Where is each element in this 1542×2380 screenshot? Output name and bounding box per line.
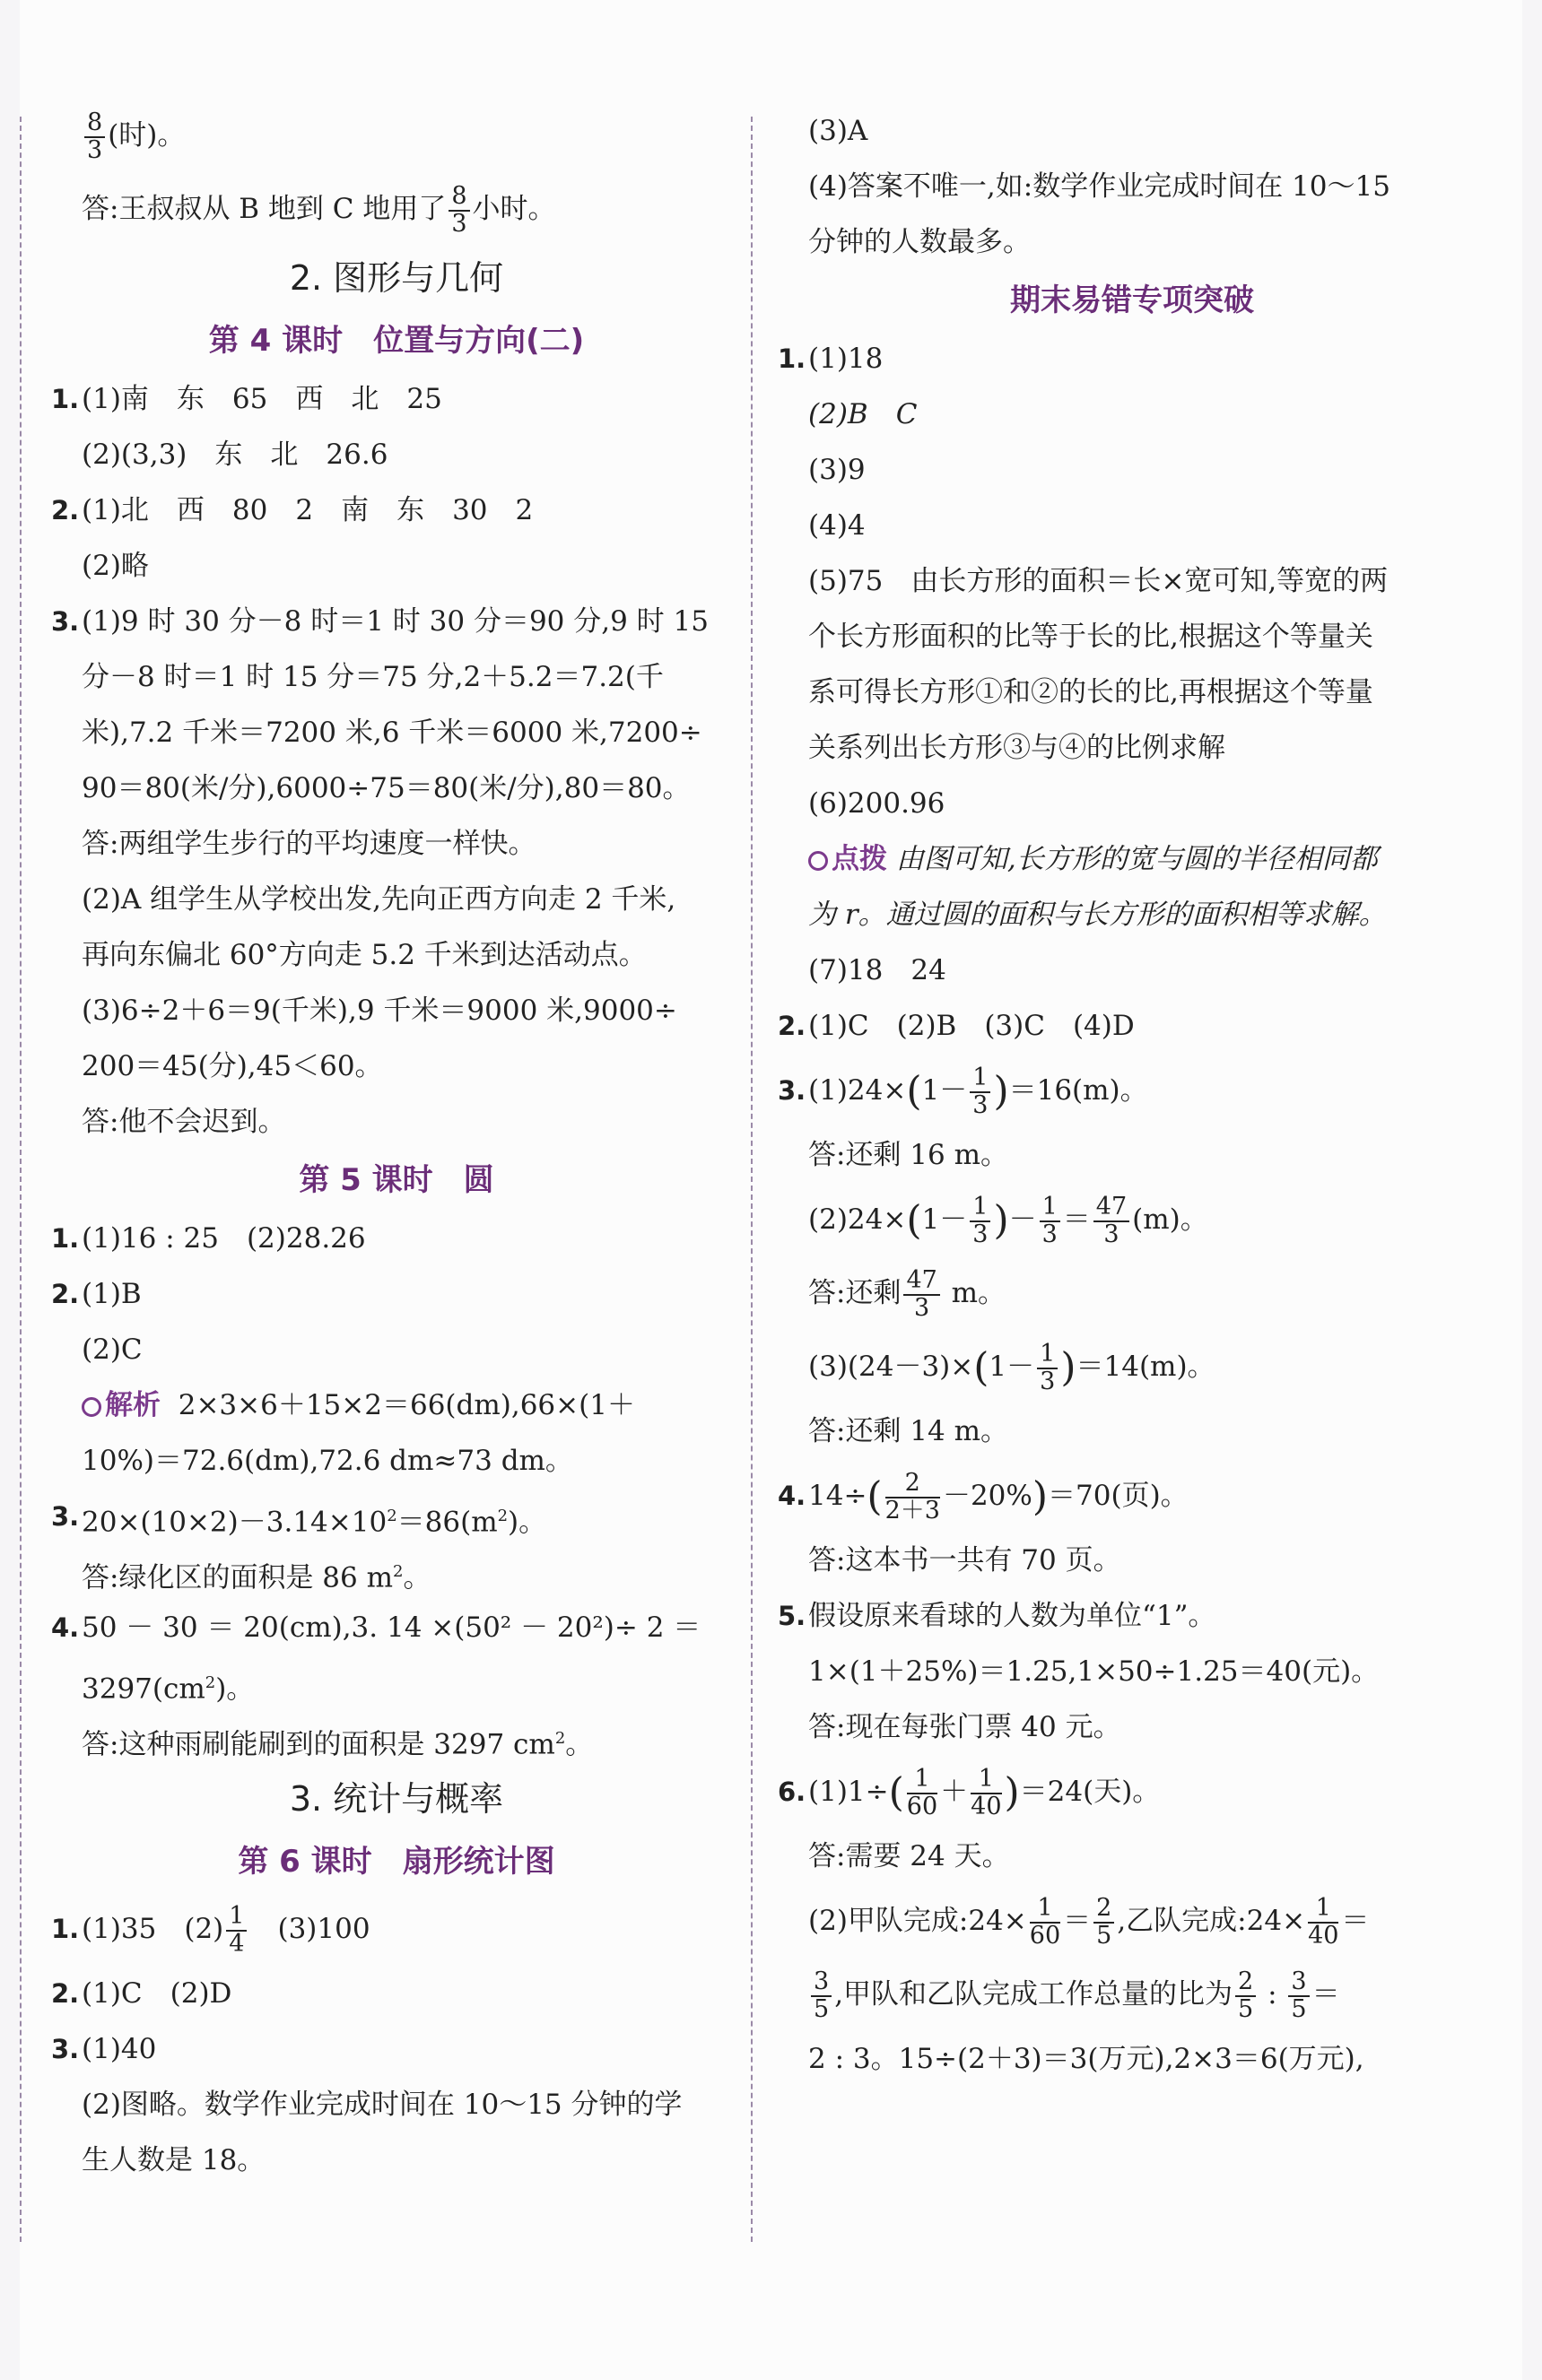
question-line: 90＝80(米/分),6000÷75＝80(米/分),80＝80。 [82, 772, 691, 804]
page [20, 0, 1522, 2380]
fraction: $\frac{3}{5}$ [811, 1969, 832, 2022]
question-line: 3. (1)9 时 30 分－8 时＝1 时 30 分＝90 分,9 时 15 [51, 605, 709, 638]
question-line: 1×(1＋25%)＝1.25,1×50÷1.25＝40(元)。 [808, 1655, 1380, 1688]
question-line: 生人数是 18。 [82, 2144, 266, 2176]
analysis-line: 10%)＝72.6(dm),72.6 dm≈73 dm。 [82, 1445, 573, 1477]
fraction: $\frac{1}{40}$ [1308, 1894, 1339, 1950]
question-line: (7)18 24 [808, 954, 946, 986]
question-line: $3297(cm^2)$。 [82, 1672, 255, 1706]
fraction: $\frac{1}{3}$ [1037, 1342, 1058, 1394]
question-line: 再向东偏北 60°方向走 5.2 千米到达活动点。 [82, 939, 647, 971]
question-line: (2)B C [808, 398, 918, 430]
lesson-heading: 第 5 课时 圆 [299, 1162, 494, 1198]
question-line: 2. (1)B [51, 1278, 142, 1310]
column-divider [751, 117, 753, 2242]
question-line: 2 : 3。15÷(2＋3)＝3(万元),2×3＝6(万元), [808, 2043, 1364, 2075]
fraction: $\frac{2}{5}$ [1093, 1896, 1114, 1949]
answer-line: (3)A [808, 115, 868, 147]
question-line: 答:还剩 14 m。 [808, 1415, 1008, 1447]
question-line: (2)略 [82, 550, 149, 582]
question-line: 答:绿化区的面积是 86 $m^2$。 [82, 1561, 431, 1594]
left-margin-line [20, 117, 22, 2242]
question-line: 答:还剩 $\frac{47}{3}$ m。 [808, 1266, 1006, 1322]
question-line: (2)A 组学生从学校出发,先向正西方向走 2 千米, [82, 883, 676, 916]
analysis-line: 解析 2×3×6＋15×2＝66(dm),66×(1＋ [51, 1377, 742, 1433]
left-column [51, 109, 742, 2188]
fraction: $\frac{1}{60}$ [1029, 1894, 1061, 1950]
fraction: $\frac{47}{3}$ [903, 1268, 939, 1321]
lesson-heading: 第 6 课时 扇形统计图 [238, 1844, 555, 1880]
fraction: $\frac{47}{3}$ [1093, 1194, 1129, 1247]
question-line: 系可得长方形①和②的长的比,再根据这个等量 [808, 676, 1373, 708]
fraction: $\frac{3}{5}$ [1288, 1969, 1309, 2022]
question-line: 答:还剩 16 m。 [808, 1139, 1008, 1171]
question-line: (3)(24－3)×(1－ $\frac{1}{3}$ )＝14(m)。 [808, 1340, 1215, 1395]
hint-line: 点拨 由图可知,长方形的宽与圆的半径相同都 [778, 831, 1486, 887]
fraction: $\frac{2}{5}$ [1235, 1969, 1256, 2022]
question-line: 4. 14÷( $\frac{2}{2+3}$ －20%)＝70(页)。 [778, 1469, 1189, 1524]
question-line: 1. (1)南 东 65 西 北 25 [51, 383, 442, 415]
question-line: 5. 假设原来看球的人数为单位“1”。 [778, 1600, 1216, 1632]
answer-line: 答:王叔叔从 B 地到 C 地用了 $\frac{8}{3}$ 小时。 [82, 182, 556, 238]
question-line: 个长方形面积的比等于长的比,根据这个等量关 [808, 621, 1373, 653]
question-line: 关系列出长方形③与④的比例求解 [808, 732, 1225, 764]
question-line: 1. (1)18 [778, 343, 884, 375]
question-line: 6. (1)1÷( $\frac{1}{60}$ ＋ $\frac{1}{40}$ )＝24(天)。 [778, 1765, 1161, 1820]
fraction: $\frac{1}{4}$ [226, 1904, 247, 1957]
question-line: 4. 50 － 30 ＝ 20(cm),3. 14 ×(50² － 20²)÷ 2 ＝ [51, 1611, 701, 1644]
section-heading: 2. 图形与几何 [289, 258, 504, 298]
question-line: (2)24×(1－ $\frac{1}{3}$ )－ $\frac{1}{3}$ ＝ $\frac{47}{3}$ (m)。 [808, 1193, 1208, 1248]
fraction: $\frac{1}{3}$ [970, 1065, 990, 1118]
hint-icon [808, 851, 828, 871]
question-line: 1. (1)35 (2) $\frac{1}{4}$ (3)100 [51, 1902, 370, 1958]
fraction: $\frac{1}{40}$ [971, 1765, 1002, 1820]
question-line: 3. (1)40 [51, 2033, 157, 2065]
question-line: (5)75 由长方形的面积＝长×宽可知,等宽的两 [808, 565, 1389, 597]
question-line: 答:现在每张门票 40 元。 [808, 1711, 1121, 1743]
fraction: $\frac{8}{3}$ [84, 110, 105, 163]
right-column [778, 103, 1486, 2087]
question-line: 2. (1)C (2)D [51, 1977, 232, 2010]
answer-line: (4)答案不唯一,如:数学作业完成时间在 10～15 [808, 170, 1390, 203]
question-line: 答:这本书一共有 70 页。 [808, 1544, 1121, 1577]
question-line: 1. (1)16 : 25 (2)28.26 [51, 1222, 366, 1255]
question-line: (2)甲队完成:24× $\frac{1}{60}$ ＝ $\frac{2}{5}$ ,乙队完成:24× $\frac{1}{40}$ ＝ [808, 1894, 1370, 1950]
fraction: $\frac{8}{3}$ [449, 184, 469, 237]
question-line: (2)图略。数学作业完成时间在 10～15 分钟的学 [82, 2089, 683, 2121]
question-line: (2)C [82, 1333, 143, 1366]
question-line: 3. $20\times(10\times 2)-3.14\times 10^2=86(m^2)$。 [51, 1501, 547, 1539]
question-line: 3. (1)24×(1－ $\frac{1}{3}$ )＝16(m)。 [778, 1064, 1148, 1119]
section-heading: 3. 统计与概率 [289, 1779, 504, 1819]
question-line: 答:他不会迟到。 [82, 1106, 286, 1138]
question-line: 米),7.2 千米＝7200 米,6 千米＝6000 米,7200÷ [82, 717, 702, 749]
question-line: (2)(3,3) 东 北 26.6 [82, 439, 388, 471]
question-line: $\frac{3}{5}$ ,甲队和乙队完成工作总量的比为 $\frac{2}{5}$ : $\frac{3}{5}$ ＝ [778, 1958, 1486, 2031]
section-heading: 期末易错专项突破 [1010, 282, 1254, 318]
hint-line: 为 r。通过圆的面积与长方形的面积相等求解。 [808, 899, 1387, 931]
question-line: 答:需要 24 天。 [808, 1840, 1010, 1872]
question-line: 答:两组学生步行的平均速度一样快。 [82, 828, 536, 860]
answer-line: 分钟的人数最多。 [808, 226, 1031, 258]
question-line: 分－8 时＝1 时 15 分＝75 分,2＋5.2＝7.2(千 [82, 661, 664, 693]
fraction: $\frac{1}{3}$ [1040, 1194, 1060, 1247]
question-line: 2. (1)北 西 80 2 南 东 30 2 [51, 494, 534, 526]
question-line: (3)9 [808, 454, 866, 486]
question-line: (6)200.96 [808, 787, 945, 820]
fraction: $\frac{1}{3}$ [970, 1194, 990, 1247]
fraction: $\frac{2}{2+3}$ [884, 1469, 940, 1524]
question-line: 200＝45(分),45＜60。 [82, 1050, 383, 1082]
lesson-heading: 第 4 课时 位置与方向(二) [208, 323, 585, 359]
question-line: (4)4 [808, 509, 866, 542]
question-line: 答:这种雨刷能刷到的面积是 3297 $cm^2$。 [82, 1728, 594, 1761]
question-line: 2. (1)C (2)B (3)C (4)D [778, 1010, 1135, 1042]
analysis-icon [82, 1397, 101, 1417]
question-line: (3)6÷2＋6＝9(千米),9 千米＝9000 米,9000÷ [82, 995, 677, 1027]
fraction: $\frac{1}{60}$ [906, 1765, 938, 1820]
answer-line: $\frac{8}{3}$ (时)。 [51, 99, 742, 172]
